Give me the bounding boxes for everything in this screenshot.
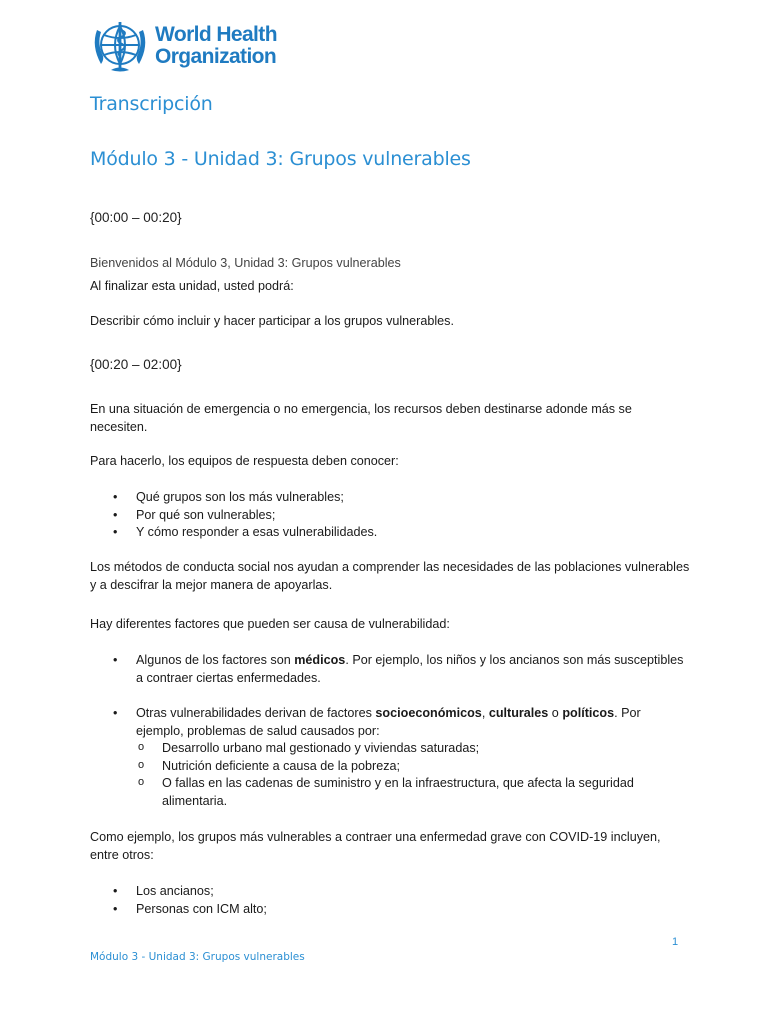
list-item: • Qué grupos son los más vulnerables; <box>90 489 690 507</box>
brand-line-1: World Health <box>155 23 277 46</box>
factor-1-rest: . Por ejemplo, los niños y los ancianos son más susceptibles a contraer ciertas enfermedades. <box>136 653 684 685</box>
factor-1-bold: médicos <box>294 653 346 667</box>
list-factor-medical <box>90 652 690 687</box>
who-logo <box>89 16 277 76</box>
factor-2-bold-1: socioeconómicos <box>375 706 482 720</box>
list-covid-groups <box>90 883 690 918</box>
factor-2-bold-3: políticos <box>562 706 615 720</box>
sublist-causes <box>136 740 690 810</box>
list-team-knowledge <box>90 489 690 542</box>
list-factor-social <box>90 705 690 810</box>
list-item: • Personas con ICM alto; <box>90 901 690 919</box>
list-item: • Los ancianos; <box>90 883 690 901</box>
paragraph-covid: Como ejemplo, los grupos más vulnerables a contraer una enfermedad grave con COVID-19 incluyen, entre otros: <box>90 830 661 862</box>
document-title: Transcripción <box>90 93 213 115</box>
paragraph-describe: Describir cómo incluir y hacer participar a los grupos vulnerables. <box>90 314 454 328</box>
sublist-item: o Desarrollo urbano mal gestionado y viviendas saturadas; <box>136 740 690 758</box>
paragraph-objectives: Al finalizar esta unidad, usted podrá: <box>90 279 294 293</box>
paragraph-emergency: En una situación de emergencia o no emergencia, los recursos deben destinarse adonde más se necesiten. <box>90 402 632 434</box>
who-logo-text <box>155 24 277 68</box>
list-item-social <box>90 705 690 810</box>
timestamp-1: {00:00 – 00:20} <box>90 210 182 225</box>
paragraph-methods: Los métodos de conducta social nos ayudan a comprender las necesidades de las poblaciones vulnerables y a descifrar la mejor manera de apoyarlas. <box>90 560 690 592</box>
document-subtitle: Módulo 3 - Unidad 3: Grupos vulnerables <box>90 148 471 170</box>
factor-2-rest: . Por ejemplo, problemas de salud causados por: <box>136 706 641 738</box>
list-item: • Y cómo responder a esas vulnerabilidades. <box>90 524 690 542</box>
list-item-medical <box>90 652 690 687</box>
sublist-item: o O fallas en las cadenas de suministro y en la infraestructura, que afecta la seguridad alimentaria. <box>136 775 690 810</box>
brand-line-2: Organization <box>155 45 277 68</box>
factor-2-text: Otras vulnerabilidades derivan de factores <box>136 706 376 720</box>
paragraph-welcome: Bienvenidos al Módulo 3, Unidad 3: Grupos vulnerables <box>90 256 401 270</box>
page-number: 1 <box>672 936 679 948</box>
list-item: • Por qué son vulnerables; <box>90 507 690 525</box>
paragraph-teams: Para hacerlo, los equipos de respuesta deben conocer: <box>90 454 399 468</box>
factor-1-text: Algunos de los factores son <box>136 653 295 667</box>
page-footer: Módulo 3 - Unidad 3: Grupos vulnerables <box>90 951 305 963</box>
paragraph-factors: Hay diferentes factores que pueden ser causa de vulnerabilidad: <box>90 617 450 631</box>
sublist-item: o Nutrición deficiente a causa de la pobreza; <box>136 758 690 776</box>
factor-2-bold-2: culturales <box>488 706 549 720</box>
factor-2-sep-1: , <box>481 706 489 720</box>
who-emblem-icon <box>89 16 151 76</box>
factor-2-sep-2: o <box>548 706 563 720</box>
timestamp-2: {00:20 – 02:00} <box>90 357 182 372</box>
